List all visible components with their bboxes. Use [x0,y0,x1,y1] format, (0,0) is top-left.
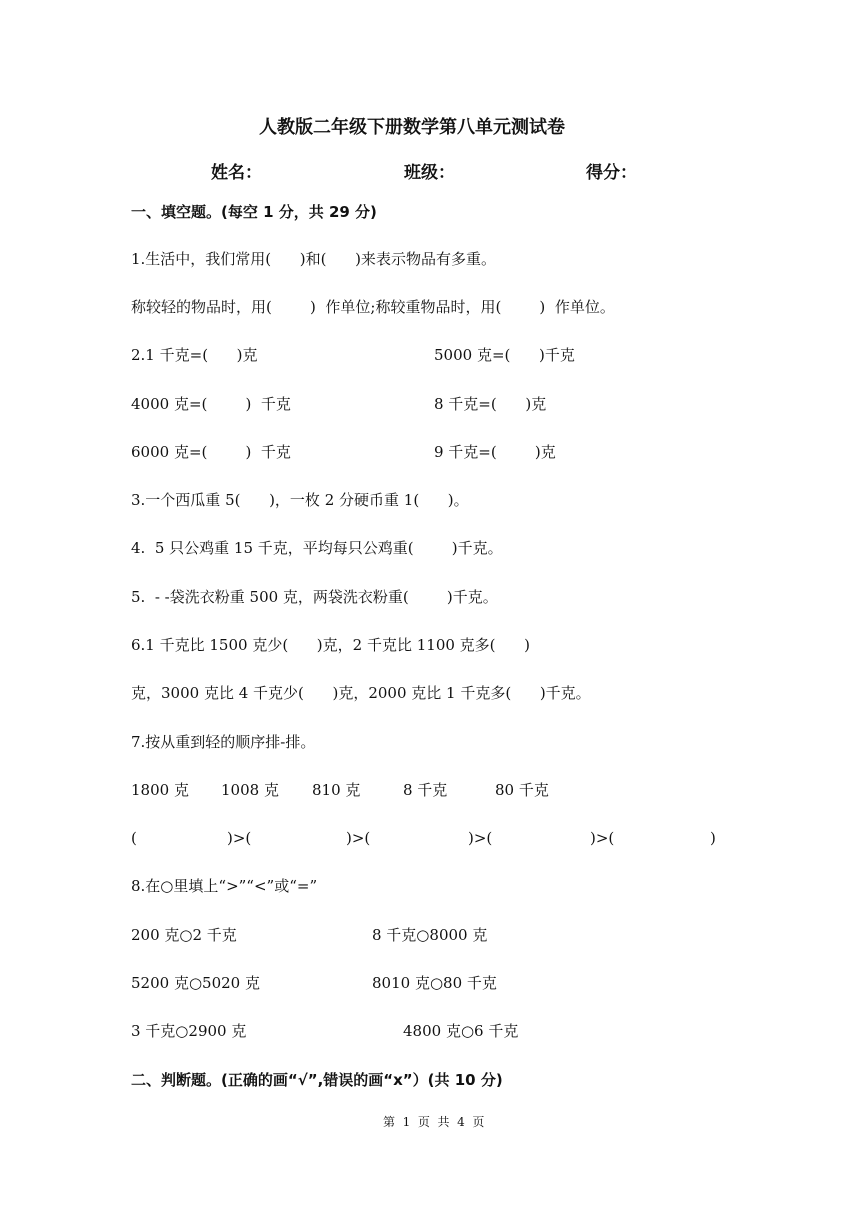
order-blank: ( [131,829,137,847]
class-field-label: 班级： [404,163,455,183]
order-blank: )>( [346,829,371,847]
weight-item: 1008 克 [221,781,279,799]
weight-item: 810 克 [312,781,361,799]
order-blank: )>( [227,829,252,847]
question-6-line-1: 6.1 千克比 1500 克少( )克，2 千克比 1100 克多( ) [131,636,530,654]
question-2-item: 4000 克=( ) 千克 [131,395,291,413]
question-3: 3.一个西瓜重 5( )，一枚 2 分硬币重 1( )。 [131,491,469,509]
compare-item: 200 克○2 千克 [131,926,237,944]
weight-item: 1800 克 [131,781,189,799]
question-2-item: 5000 克=( )千克 [434,346,575,364]
compare-item: 8010 克○80 千克 [372,974,497,992]
compare-item: 5200 克○5020 克 [131,974,260,992]
order-blank: )>( [468,829,493,847]
question-8: 8.在○里填上“>”“<”或“=” [131,877,318,895]
compare-item: 3 千克○2900 克 [131,1022,247,1040]
page-footer: 第 1 页 共 4 页 [383,1115,485,1129]
section-heading-fill-blank: 一、填空题。(每空 1 分，共 29 分) [131,203,377,221]
weight-item: 8 千克 [403,781,448,799]
question-2-item: 6000 克=( ) 千克 [131,443,291,461]
question-6-line-2: 克，3000 克比 4 千克少( )克，2000 克比 1 千克多( )千克。 [131,684,591,702]
section-heading-true-false: 二、判断题。(正确的画“√”,错误的画“x”）(共 10 分) [131,1071,503,1089]
question-5: 5. - -袋洗衣粉重 500 克，两袋洗衣粉重( )千克。 [131,588,498,606]
compare-item: 8 千克○8000 克 [372,926,488,944]
compare-item: 4800 克○6 千克 [403,1022,519,1040]
question-7: 7.按从重到轻的顺序排-排。 [131,733,316,751]
name-field-label: 姓名： [211,163,262,183]
question-1-line-1: 1.生活中，我们常用( )和( )来表示物品有多重。 [131,250,496,268]
question-2-item: 2.1 千克=( )克 [131,346,258,364]
page-title: 人教版二年级下册数学第八单元测试卷 [259,117,565,138]
question-4: 4. 5 只公鸡重 15 千克，平均每只公鸡重( )千克。 [131,539,503,557]
order-blank: ) [710,829,716,847]
question-2-item: 8 千克=( )克 [434,395,547,413]
question-1-line-2: 称较轻的物品时，用( ) 作单位;称较重物品时，用( ) 作单位。 [131,298,615,316]
weight-item: 80 千克 [495,781,549,799]
question-2-item: 9 千克=( )克 [434,443,556,461]
order-blank: )>( [590,829,615,847]
score-field-label: 得分： [586,163,637,183]
